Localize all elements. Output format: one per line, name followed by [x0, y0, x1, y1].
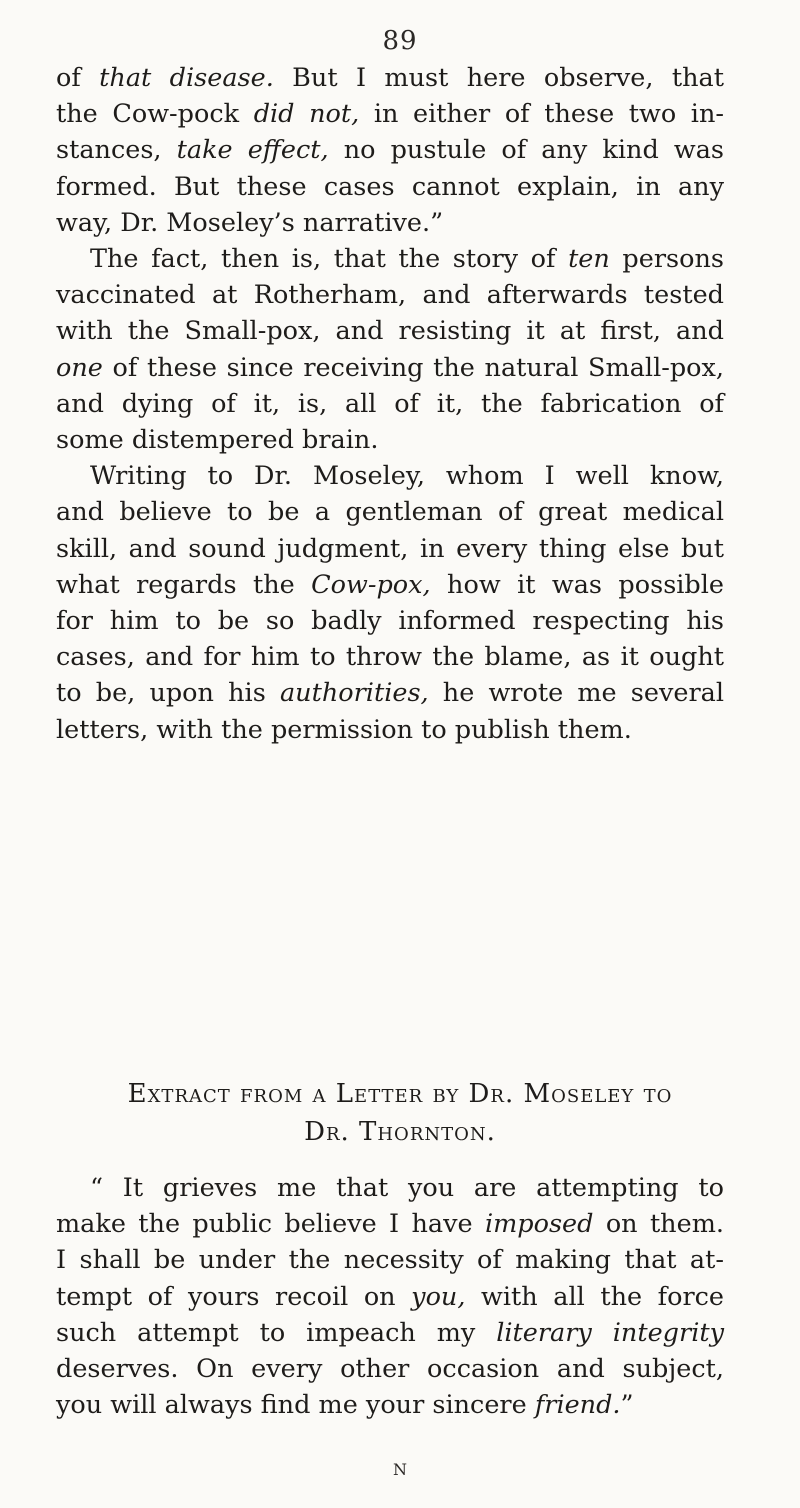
text-segment: But I must here observe, that [273, 63, 724, 93]
text-line [56, 60, 724, 96]
text-segment: in either of these two in- [359, 99, 724, 130]
text-line [56, 1351, 724, 1387]
text-segment: make the public believe I have [56, 1209, 485, 1240]
text-line [56, 132, 724, 168]
text-segment: formed. But these cases cannot explain, in any [56, 171, 724, 202]
italic-text: Cow-pox, [311, 569, 431, 600]
text-segment: persons [609, 244, 724, 275]
text-segment: vaccinated at Rotherham, and afterwards tested [56, 280, 724, 311]
text-line [56, 1315, 724, 1351]
italic-text: friend. [534, 1390, 621, 1421]
heading-line-1: Extract from a Letter by Dr. Moseley to [127, 1079, 673, 1109]
text-line [56, 205, 724, 241]
text-line [56, 494, 724, 530]
text-segment: you will always find me your sincere [56, 1390, 535, 1421]
text-line [56, 675, 724, 711]
italic-text: literary integrity [496, 1317, 725, 1348]
text-line [56, 712, 724, 748]
text-segment: of these since receiving the natural Small-pox, [102, 352, 724, 383]
text-segment: and dying of it, is, all of it, the fabrication of [56, 388, 724, 419]
text-segment: he wrote me several [428, 678, 724, 709]
italic-text: imposed [484, 1209, 594, 1240]
text-line [56, 1279, 724, 1315]
heading-line-2: Dr. Thornton. [304, 1117, 496, 1147]
text-line [56, 567, 724, 603]
text-segment: deserves. On every other occasion and subject, [56, 1354, 724, 1385]
text-line [56, 1387, 724, 1423]
body-text [56, 60, 724, 748]
text-segment: what regards the [56, 569, 312, 600]
text-line [56, 639, 724, 675]
text-segment: how it was possible [430, 569, 725, 600]
text-segment: ” [620, 1390, 634, 1421]
text-segment: to be, upon his [56, 678, 280, 709]
text-segment: “ It grieves me that you are attempting to [90, 1173, 724, 1203]
text-segment: on them. [593, 1209, 724, 1240]
italic-text: authorities, [279, 678, 429, 709]
text-segment: of [56, 63, 100, 93]
text-segment: the Cow-pock [56, 99, 254, 130]
text-segment: letters, with the permission to publish them. [56, 714, 632, 745]
text-segment: I shall be under the necessity of making that at- [56, 1245, 724, 1276]
text-line [56, 169, 724, 205]
text-line [56, 386, 724, 422]
text-segment: with the Small-pox, and resisting it at first, and [56, 316, 724, 347]
text-line [56, 458, 724, 494]
text-segment: tempt of yours recoil on [56, 1281, 412, 1312]
text-segment: and believe to be a gentleman of great medical [56, 497, 724, 528]
letter-extract [56, 1170, 724, 1423]
text-segment: The fact, then is, that the story of [90, 244, 569, 275]
text-segment: for him to be so badly informed respecting his [56, 606, 724, 637]
text-segment: such attempt to impeach my [56, 1317, 497, 1348]
text-segment: stances, [56, 135, 177, 166]
italic-text: ten [568, 244, 610, 275]
italic-text: did not, [253, 99, 360, 130]
text-segment: no pustule of any kind was [328, 135, 725, 166]
text-line [56, 1242, 724, 1278]
text-line [56, 277, 724, 313]
signature-mark: N [393, 1460, 407, 1479]
text-segment: Writing to Dr. Moseley, whom I well know, [90, 461, 724, 492]
italic-text: take effect, [176, 135, 329, 166]
page-number: 89 [382, 26, 418, 56]
text-line [56, 241, 724, 277]
text-line [56, 603, 724, 639]
text-line [56, 350, 724, 386]
text-line [56, 1170, 724, 1206]
text-segment: cases, and for him to throw the blame, as it ought [56, 642, 724, 673]
text-segment: with all the force [465, 1281, 725, 1312]
italic-text: you, [411, 1281, 466, 1312]
italic-text: that disease. [99, 63, 274, 93]
text-line [56, 422, 724, 458]
letter-heading [0, 1075, 800, 1151]
text-segment: way, Dr. Moseley’s narrative.” [56, 207, 444, 238]
text-line [56, 1206, 724, 1242]
italic-text: one [56, 352, 103, 383]
text-line [56, 313, 724, 349]
text-line [56, 96, 724, 132]
text-line [56, 531, 724, 567]
text-segment: skill, and sound judgment, in every thing else but [56, 533, 724, 564]
text-segment: some distempered brain. [56, 425, 379, 456]
